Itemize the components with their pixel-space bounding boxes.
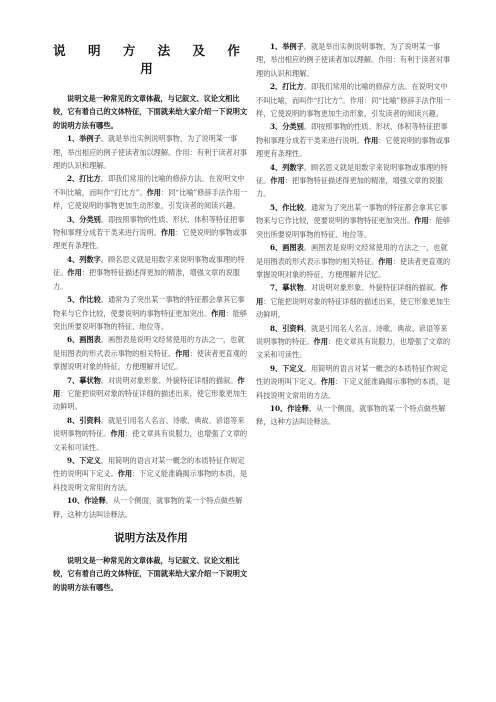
effect-keyword: 作用 [53, 375, 245, 398]
method-item [53, 374, 249, 414]
method-item-1 [53, 132, 249, 172]
method-item [256, 362, 452, 402]
method-item [53, 414, 249, 454]
method-text: ：它使说明的事物或事理更有条理性。 [256, 135, 451, 159]
effect-keyword: 作用 [211, 308, 226, 318]
method-text: 。画图表是说明文经常使用的方法之一，也就是用图表的形式表示事物的相关特征。 [53, 335, 245, 358]
method-text: ：把事物特征描述得更加的精准，增强文章的说服力。 [53, 268, 240, 291]
method-text: 。从一个侧面，就事物的某一个特点做些解释，这种方法叫诠释法。 [256, 403, 446, 427]
method-term: 3、分类别 [270, 122, 304, 132]
method-item [53, 172, 249, 212]
method-text: ：使文章具有说服力，也增强了文章的文采和可读性。 [53, 429, 248, 452]
method-text: 。对说明对象形象、外貌特征详细的描叙。 [100, 375, 238, 385]
method-text: ：它能把说明对象的特征详细的描述出来，使它形象更加生动鲜明。 [53, 388, 248, 412]
method-term: 8、引资料 [270, 323, 304, 333]
method-text: 。从一个侧面，就事物的某一个特点做些解释，这种方法叫诠释法。 [53, 496, 243, 519]
method-item [256, 402, 452, 429]
method-term: 9、下定义 [67, 455, 101, 465]
method-term: 1、举例子 [270, 42, 304, 51]
method-term: 7、摹状物 [67, 375, 101, 385]
method-text: ：同“比喻”修辞手法作用一样，它使说明的事物更加生动形象，引发读者的阅读兴趣。 [53, 187, 248, 211]
method-item [256, 281, 452, 321]
method-term: 5、作比较 [67, 295, 101, 305]
right-method-list [256, 40, 452, 429]
method-item [256, 80, 452, 120]
effect-keyword: 作用 [175, 348, 190, 358]
method-item [53, 333, 249, 373]
right-column [256, 0, 452, 429]
effect-keyword: 作用 [160, 228, 176, 238]
method-item [53, 213, 249, 253]
method-text: 。通常为了突出某一事物的特征都会拿其它事物来与它作比较，使要说明的事物特征更加突出。 [256, 202, 448, 226]
method-text: 。即按照事物的性质、形状、体积等特征把事物和事理分成若干类来进行说明。 [256, 122, 448, 145]
method-term: 7、摹状物 [270, 283, 304, 293]
method-text: ：使文章具有说服力，也增强了文章的文采和可读性。 [256, 336, 451, 360]
effect-keyword: 作用 [110, 429, 125, 439]
method-term: 1、举例子 [67, 134, 101, 144]
method-text: ：它使说明的事物或事理更有条理性。 [53, 228, 248, 251]
method-text: ：使读者更直观的掌握说明对象的特征，方便理解并记忆。 [53, 348, 248, 372]
method-text: 。画图表是说明文经常使用的方法之一，也就是用图表的形式表示事物的相关特征。 [256, 243, 448, 266]
method-term: 2、打比方 [67, 174, 101, 184]
effect-keyword: 作用 [363, 135, 379, 145]
effect-keyword: 作用 [313, 336, 328, 346]
method-term: 3、分类别 [67, 214, 101, 224]
method-text: 。就是引用名人名言、诗歌、典故、谚语等来说明事物的特征。 [53, 415, 245, 439]
method-text: 。顾名思义就是用数字来说明事物或事理的特征。 [256, 162, 448, 186]
method-term: 9、下定义 [270, 363, 304, 373]
method-term: 6、画图表 [270, 243, 304, 253]
method-text: ：下定义能准确揭示事物的本质，是科技说明文常用的方法。 [256, 377, 451, 400]
method-item [53, 454, 249, 494]
effect-keyword: 作用 [117, 469, 133, 479]
method-term: 8、引资料 [67, 415, 101, 425]
effect-keyword: 作用 [67, 268, 82, 278]
method-text: 。即我们常用的比喻的修辞方法。在说明文中不叫比喻，而叫作“打比方”。 [53, 174, 245, 197]
method-text: 。对说明对象形象、外貌特征详细的描叙。 [303, 283, 441, 293]
method-text: 。用简明的语言对某一概念的本质特征作规定性的说明叫下定义。 [53, 455, 245, 479]
method-term: 4、列数字 [270, 162, 304, 172]
method-text: 。即按照事物的性质、形状、体积等特征把事物和事理分成若干类来进行说明。 [53, 214, 245, 238]
method-text: ：它能把说明对象的特征详细的描述出来，使它形象更加生动鲜明。 [256, 296, 451, 320]
effect-keyword: 作用 [378, 256, 393, 266]
method-term: 10、作诠释 [67, 496, 106, 506]
method-item [53, 253, 249, 293]
method-item [256, 120, 452, 160]
intro-paragraph-repeat: 说明文是一种常见的文章体裁，与记叙文、议论文相比较，它有着自己的文体特征，下面就来给大家介绍一下说明文的说明方法有哪些。 [53, 556, 248, 592]
effect-keyword: 作用 [414, 216, 429, 226]
method-item [53, 494, 249, 521]
method-item [256, 241, 452, 281]
method-text: ：下定义能准确揭示事物的本质，是科技说明文常用的方法。 [53, 469, 248, 492]
method-text: 。通常为了突出某一事物的特征都会拿其它事物来与它作比较，使要说明的事物特征更加突出。 [53, 295, 245, 318]
method-term: 6、画图表 [67, 335, 101, 345]
section-title: 说明方法及作用 [114, 532, 188, 544]
method-text: 。即我们常用的比喻的修辞方法。在说明文中不叫比喻，而叫作“打比方”。作用：同“比喻”修辞手法作用一样，它使说明的事物更加生动形象，引发读者的阅读兴趣。 [256, 82, 451, 119]
left-column [53, 0, 249, 594]
method-text: 。用简明的语言对某一概念的本质特征作规定性的说明叫下定义。 [256, 363, 448, 387]
method-item [256, 40, 452, 80]
method-item [256, 201, 452, 241]
method-item [53, 293, 249, 333]
method-text: 。就是引用名人名言、诗歌、典故、谚语等来说明事物的特征。 [256, 323, 448, 346]
method-text: ：把事物特征描述得更加的精准，增强文章的说服力。 [256, 176, 443, 199]
method-term: 2、打比方 [270, 82, 304, 92]
method-term: 4、列数字 [67, 254, 101, 264]
method-item [256, 161, 452, 201]
method-text: ：能够突出所要说明事物的特征、地位等。 [256, 216, 451, 239]
page-title: 说 明 方 法 及 作 用 [53, 43, 249, 76]
method-text: ：能够突出所要说明事物的特征、地位等。 [53, 308, 248, 331]
method-text: 。就是举出实例说明事物，为了说明某一事理，举出相应的例子使读者加以理解。作用：有利于读者对事理的认识和理解。 [256, 42, 451, 78]
method-item [256, 322, 452, 362]
left-method-list [53, 172, 249, 521]
intro-paragraph: 说明文是一种常见的文章体裁，与记叙文、议论文相比较，它有着自己的文体特征，下面就来给大家介绍一下说明文的说明方法有哪些。 [53, 94, 248, 130]
effect-keyword: 作用 [146, 187, 161, 197]
method-text: ：使读者更直观的掌握说明对象的特征，方便理解并记忆。 [256, 256, 451, 279]
effect-keyword: 作用 [270, 176, 285, 186]
effect-keyword: 作用 [256, 283, 448, 306]
effect-keyword: 作用 [320, 377, 336, 387]
method-term: 5、作比较 [270, 202, 304, 212]
method-text: 。就是举出实例说明事物，为了说明某一事理，举出相应的例子使读者加以理解。作用：有利于读者对事理的认识和理解。 [53, 134, 248, 171]
method-term: 10、作诠释 [270, 403, 309, 413]
method-text: 。顾名思义就是用数字来说明事物或事理的特征。 [53, 254, 245, 278]
